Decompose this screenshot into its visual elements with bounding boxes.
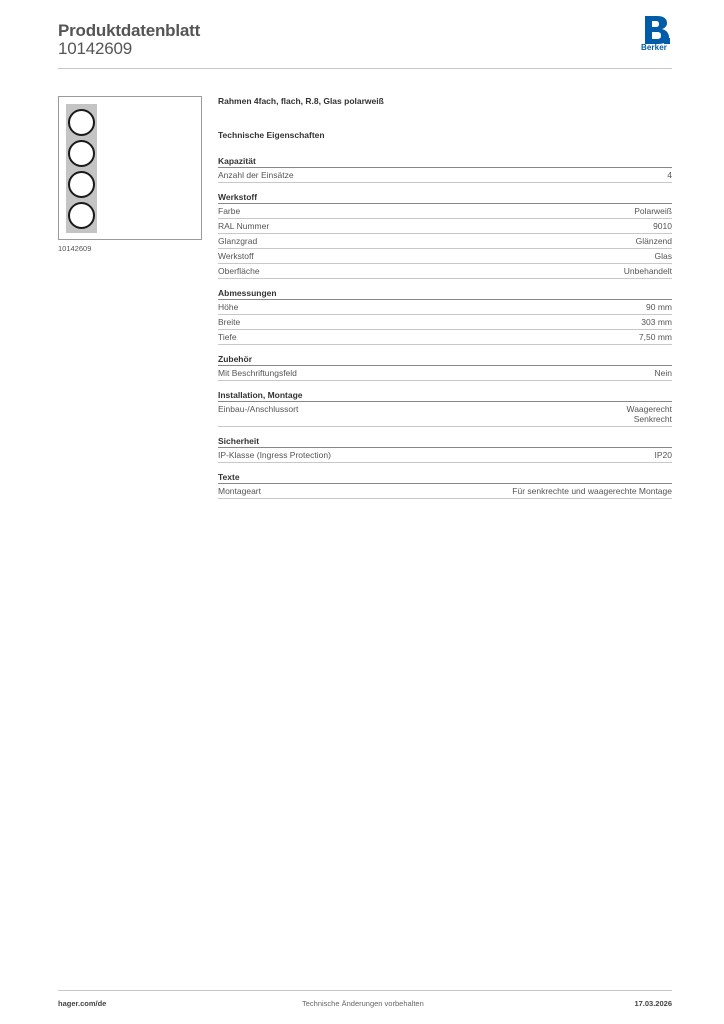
section-title: Abmessungen [218, 287, 672, 300]
spec-value [646, 302, 672, 312]
spec-value [667, 170, 672, 180]
spec-value [639, 332, 672, 342]
spec-section [218, 353, 672, 381]
spec-row [218, 249, 672, 264]
spec-value [655, 251, 672, 261]
spec-label: Mit Beschriftungsfeld [218, 368, 297, 378]
spec-value-line: Polarweiß [634, 206, 672, 216]
spec-value-line: Für senkrechte und waagerechte Montage [512, 486, 672, 496]
footer-website[interactable]: hager.com/de [58, 999, 107, 1008]
spec-value-line: IP20 [654, 450, 672, 460]
spec-value-line: Senkrecht [633, 414, 672, 424]
spec-value [653, 221, 672, 231]
spec-label: Montageart [218, 486, 261, 496]
spec-row [218, 402, 672, 427]
spec-value-line: 7,50 mm [638, 332, 672, 342]
frame-plate [66, 104, 97, 233]
footer-divider [58, 990, 672, 991]
spec-value [636, 236, 672, 246]
berker-b-icon [642, 16, 672, 44]
section-title: Werkstoff [218, 191, 672, 204]
spec-value-line: Glänzend [635, 236, 672, 246]
spec-value [655, 368, 672, 378]
spec-row [218, 204, 672, 219]
spec-section [218, 287, 672, 345]
section-title: Installation, Montage [218, 389, 672, 402]
spec-row [218, 366, 672, 381]
spec-label: Einbau-/Anschlussort [218, 404, 299, 414]
spec-section [218, 191, 672, 279]
spec-value-line: Nein [654, 368, 672, 378]
section-title: Kapazität [218, 155, 672, 168]
footer-date: 17.03.2026 [634, 999, 672, 1008]
spec-label: Breite [218, 317, 241, 327]
spec-label: Farbe [218, 206, 241, 216]
spec-row [218, 234, 672, 249]
product-description: Rahmen 4fach, flach, R.8, Glas polarweiß [218, 96, 384, 106]
spec-value [641, 317, 672, 327]
spec-label: Anzahl der Einsätze [218, 170, 294, 180]
spec-section [218, 389, 672, 427]
spec-value [624, 266, 672, 276]
spec-row [218, 219, 672, 234]
section-title: Texte [218, 471, 672, 484]
spec-row [218, 330, 672, 345]
tech-heading: Technische Eigenschaften [218, 130, 325, 140]
section-title: Zubehör [218, 353, 672, 366]
spec-value-line: 303 mm [641, 317, 672, 327]
spec-row [218, 448, 672, 463]
spec-row [218, 484, 672, 499]
spec-label: Glanzgrad [218, 236, 258, 246]
spec-value [512, 486, 672, 496]
frame-ring [68, 202, 95, 229]
spec-value-line: 4 [667, 170, 672, 180]
spec-value-line: Unbehandelt [623, 266, 672, 276]
frame-ring [68, 140, 95, 167]
spec-label: IP-Klasse (Ingress Protection) [218, 450, 331, 460]
spec-value-line: 9010 [653, 221, 672, 231]
logo-text: Berker [641, 43, 667, 52]
spec-value-line: Waagerecht [626, 404, 672, 414]
spec-section [218, 155, 672, 183]
spec-row [218, 264, 672, 279]
spec-row [218, 315, 672, 330]
spec-row [218, 300, 672, 315]
spec-section [218, 435, 672, 463]
product-image [58, 96, 202, 240]
spec-section [218, 471, 672, 499]
spec-table [218, 155, 672, 507]
footer-disclaimer: Technische Änderungen vorbehalten [302, 999, 424, 1008]
spec-label: Oberfläche [218, 266, 260, 276]
frame-ring [68, 109, 95, 136]
spec-label: Tiefe [218, 332, 237, 342]
spec-label: RAL Nummer [218, 221, 270, 231]
spec-label: Werkstoff [218, 251, 254, 261]
spec-value-line: 90 mm [646, 302, 672, 312]
section-title: Sicherheit [218, 435, 672, 448]
spec-value [634, 206, 672, 216]
document-title: Produktdatenblatt [58, 21, 201, 40]
berker-logo [640, 16, 674, 54]
spec-row [218, 168, 672, 183]
spec-value [626, 404, 672, 424]
spec-value [655, 450, 673, 460]
spec-label: Höhe [218, 302, 239, 312]
spec-value-line: Glas [654, 251, 672, 261]
article-number: 10142609 [58, 39, 133, 58]
frame-ring [68, 171, 95, 198]
image-caption: 10142609 [58, 244, 92, 253]
header-divider [58, 68, 672, 69]
